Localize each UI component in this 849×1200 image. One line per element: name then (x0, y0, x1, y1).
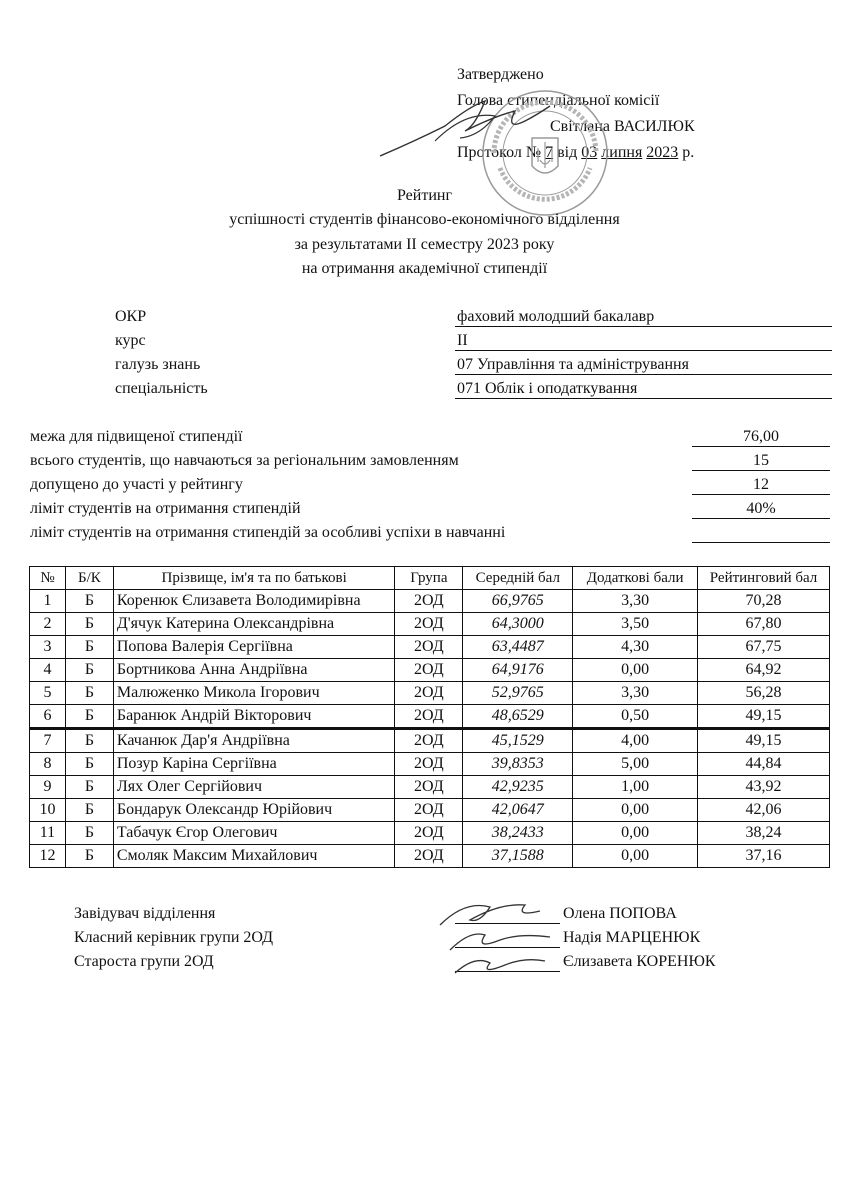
cell-bonus: 0,00 (573, 822, 698, 845)
cell-rating: 64,92 (698, 659, 830, 682)
signature-name-head: Олена ПОПОВА (563, 905, 677, 922)
cell-rating: 44,84 (698, 753, 830, 776)
col-header-bonus: Додаткові бали (573, 567, 698, 590)
signature-role-headman: Староста групи 2ОД (74, 953, 214, 970)
limit-value-total-students: 15 (692, 452, 830, 471)
limit-label-scholarship-limit: ліміт студентів на отримання стипендій (30, 500, 301, 517)
cell-name: Д'ячук Катерина Олександрівна (113, 613, 395, 636)
cell-group: 2ОД (395, 753, 463, 776)
table-header-row (30, 567, 830, 590)
cell-bk: Б (65, 753, 113, 776)
cell-name: Позур Каріна Сергіївна (113, 753, 395, 776)
protocol-day: 03 (581, 144, 598, 161)
cell-rating: 49,15 (698, 729, 830, 753)
signature-name-headman: Єлизавета КОРЕНЮК (563, 953, 716, 970)
cell-rating: 67,80 (698, 613, 830, 636)
cell-name: Коренюк Єлизавета Володимирівна (113, 590, 395, 613)
approver-name: Світлана ВАСИЛЮК (550, 118, 695, 135)
rating-table (29, 566, 830, 868)
cell-bk: Б (65, 705, 113, 729)
table-row (30, 659, 830, 682)
title-line-2: успішності студентів фінансово-економічного відділення (229, 211, 620, 228)
cell-number: 3 (30, 636, 66, 659)
table-row (30, 822, 830, 845)
detail-label-specialty: спеціальність (115, 380, 208, 397)
cell-number: 8 (30, 753, 66, 776)
cell-group: 2ОД (395, 822, 463, 845)
cell-bk: Б (65, 682, 113, 705)
limit-value-special-success (692, 524, 830, 543)
cell-name: Качанюк Дар'я Андріївна (113, 729, 395, 753)
signature-name-curator: Надія МАРЦЕНЮК (563, 929, 701, 946)
cell-name: Бондарук Олександр Юрійович (113, 799, 395, 822)
cell-rating: 43,92 (698, 776, 830, 799)
approver-signature (375, 86, 555, 176)
col-header-rating: Рейтинговий бал (698, 567, 830, 590)
cell-bk: Б (65, 636, 113, 659)
cell-number: 11 (30, 822, 66, 845)
col-header-bk: Б/К (65, 567, 113, 590)
cell-group: 2ОД (395, 705, 463, 729)
col-header-average: Середній бал (463, 567, 573, 590)
table-row (30, 753, 830, 776)
cell-average: 66,9765 (463, 590, 573, 613)
cell-average: 39,8353 (463, 753, 573, 776)
cell-group: 2ОД (395, 682, 463, 705)
detail-value-specialty: 071 Облік і оподаткування (455, 380, 832, 399)
detail-value-field: 07 Управління та адміністрування (455, 356, 832, 375)
limit-value-raised-threshold: 76,00 (692, 428, 830, 447)
table-row (30, 636, 830, 659)
cell-group: 2ОД (395, 590, 463, 613)
table-row (30, 613, 830, 636)
approval-position: Голова стипендіальної комісії (457, 92, 660, 109)
cell-average: 48,6529 (463, 705, 573, 729)
detail-label-course: курс (115, 332, 146, 349)
cell-group: 2ОД (395, 729, 463, 753)
cell-average: 37,1588 (463, 845, 573, 868)
cell-rating: 56,28 (698, 682, 830, 705)
limit-label-special-success: ліміт студентів на отримання стипендій за особливі успіхи в навчанні (30, 524, 506, 541)
signature-role-head: Завідувач відділення (74, 905, 216, 922)
cell-bonus: 3,30 (573, 682, 698, 705)
cell-number: 5 (30, 682, 66, 705)
protocol-from: від (557, 144, 578, 161)
protocol-prefix: Протокол № (457, 144, 542, 161)
cell-average: 42,0647 (463, 799, 573, 822)
detail-label-field: галузь знань (115, 356, 201, 373)
cell-bk: Б (65, 613, 113, 636)
cell-number: 6 (30, 705, 66, 729)
cell-bk: Б (65, 590, 113, 613)
cell-average: 63,4487 (463, 636, 573, 659)
cell-group: 2ОД (395, 613, 463, 636)
table-row (30, 729, 830, 753)
cell-number: 12 (30, 845, 66, 868)
title-line-3: за результатами II семестру 2023 року (294, 236, 555, 253)
cell-bonus: 4,30 (573, 636, 698, 659)
detail-value-okr: фаховий молодший бакалавр (455, 308, 832, 327)
title-line-4: на отримання академічної стипендії (301, 260, 548, 277)
cell-number: 10 (30, 799, 66, 822)
cell-name: Бортникова Анна Андріївна (113, 659, 395, 682)
limit-label-raised-threshold: межа для підвищеної стипендії (30, 428, 243, 445)
signature-role-curator: Класний керівник групи 2ОД (74, 929, 274, 946)
detail-label-okr: ОКР (115, 308, 147, 325)
table-row (30, 590, 830, 613)
cell-rating: 42,06 (698, 799, 830, 822)
cell-name: Баранюк Андрій Вікторович (113, 705, 395, 729)
cell-group: 2ОД (395, 659, 463, 682)
limit-label-admitted: допущено до участі у рейтингу (30, 476, 243, 493)
cell-bk: Б (65, 822, 113, 845)
protocol-suffix: р. (682, 144, 695, 161)
cell-bk: Б (65, 799, 113, 822)
cell-name: Попова Валерія Сергіївна (113, 636, 395, 659)
table-row (30, 799, 830, 822)
cell-number: 7 (30, 729, 66, 753)
table-row (30, 682, 830, 705)
limit-label-total-students: всього студентів, що навчаються за регіональним замовленням (30, 452, 459, 469)
signatures-scribble (430, 895, 565, 980)
cell-number: 2 (30, 613, 66, 636)
title-line-1: Рейтинг (396, 187, 453, 204)
table-row (30, 845, 830, 868)
cell-group: 2ОД (395, 636, 463, 659)
col-header-name: Прізвище, ім'я та по батькові (113, 567, 395, 590)
cell-rating: 49,15 (698, 705, 830, 729)
cell-rating: 38,24 (698, 822, 830, 845)
cell-bonus: 5,00 (573, 753, 698, 776)
cell-rating: 70,28 (698, 590, 830, 613)
cell-bonus: 3,30 (573, 590, 698, 613)
cell-name: Малюженко Микола Ігорович (113, 682, 395, 705)
cell-bk: Б (65, 776, 113, 799)
limit-value-scholarship-limit: 40% (692, 500, 830, 519)
cell-bonus: 0,00 (573, 659, 698, 682)
cell-number: 9 (30, 776, 66, 799)
cell-bk: Б (65, 729, 113, 753)
cell-bk: Б (65, 845, 113, 868)
table-row (30, 776, 830, 799)
cell-number: 4 (30, 659, 66, 682)
cell-bonus: 1,00 (573, 776, 698, 799)
cell-rating: 67,75 (698, 636, 830, 659)
cell-group: 2ОД (395, 799, 463, 822)
protocol-number: 7 (545, 144, 554, 161)
limit-value-admitted: 12 (692, 476, 830, 495)
cell-average: 38,2433 (463, 822, 573, 845)
col-header-group: Група (395, 567, 463, 590)
cell-group: 2ОД (395, 776, 463, 799)
protocol-month: липня (601, 144, 643, 161)
cell-average: 64,9176 (463, 659, 573, 682)
cell-name: Лях Олег Сергійович (113, 776, 395, 799)
cell-name: Табачук Єгор Олегович (113, 822, 395, 845)
cell-bonus: 0,00 (573, 845, 698, 868)
cell-bonus: 0,50 (573, 705, 698, 729)
cell-number: 1 (30, 590, 66, 613)
cell-average: 64,3000 (463, 613, 573, 636)
col-header-number: № (30, 567, 66, 590)
protocol-year: 2023 (646, 144, 679, 161)
cell-bonus: 3,50 (573, 613, 698, 636)
cell-average: 45,1529 (463, 729, 573, 753)
table-row (30, 705, 830, 729)
detail-value-course: II (455, 332, 832, 351)
cell-name: Смоляк Максим Михайлович (113, 845, 395, 868)
approval-heading: Затверджено (457, 66, 544, 83)
cell-average: 52,9765 (463, 682, 573, 705)
cell-bonus: 0,00 (573, 799, 698, 822)
cell-bonus: 4,00 (573, 729, 698, 753)
cell-average: 42,9235 (463, 776, 573, 799)
cell-rating: 37,16 (698, 845, 830, 868)
cell-bk: Б (65, 659, 113, 682)
cell-group: 2ОД (395, 845, 463, 868)
